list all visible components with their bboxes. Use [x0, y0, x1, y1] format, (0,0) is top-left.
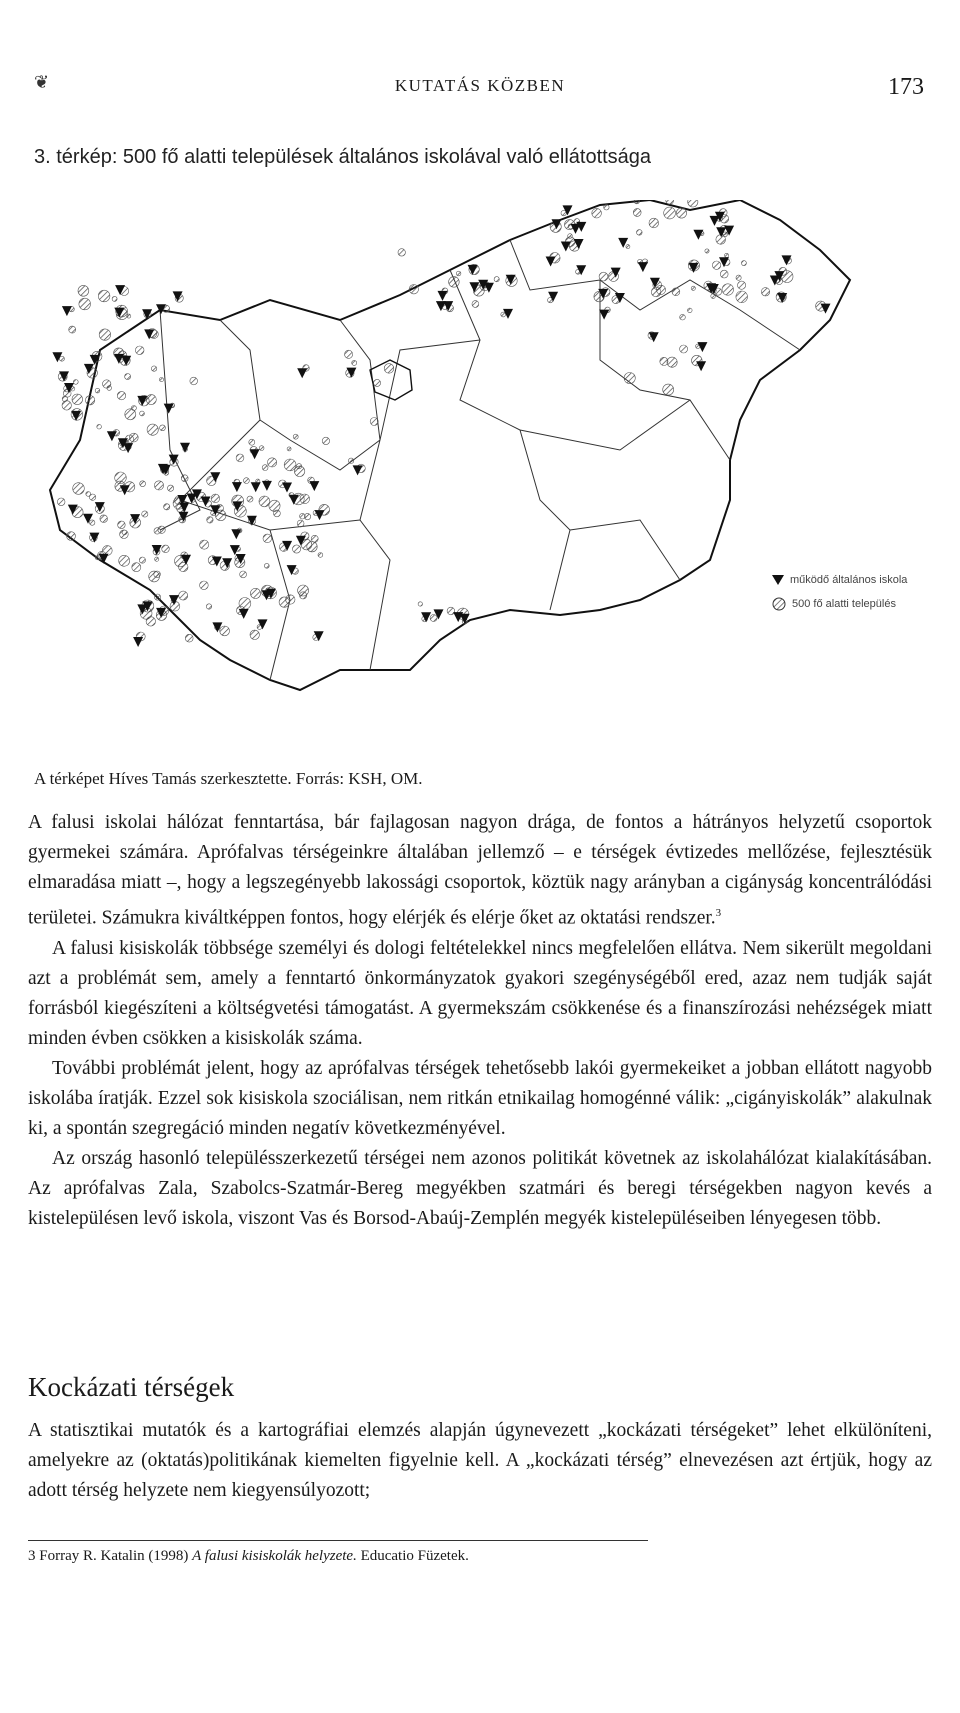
settlement-marker	[664, 207, 676, 219]
settlement-marker	[207, 517, 213, 523]
running-head: KUTATÁS KÖZBEN	[394, 76, 566, 95]
footnote-ref: 3	[715, 907, 722, 919]
school-marker	[438, 291, 448, 301]
settlement-marker	[185, 634, 193, 642]
legend-item-settlement	[772, 592, 907, 616]
settlement-marker	[705, 249, 709, 253]
settlement-marker	[97, 424, 102, 429]
settlement-marker	[125, 374, 131, 380]
settlement-marker	[293, 545, 301, 553]
settlement-marker	[761, 288, 769, 296]
settlement-marker	[370, 418, 378, 426]
school-marker	[164, 404, 174, 414]
settlement-marker	[720, 270, 728, 278]
settlement-marker	[79, 298, 91, 310]
settlement-marker	[240, 571, 247, 578]
footnote-title: A falusi kisiskolák helyzete.	[192, 1548, 357, 1564]
settlement-marker	[599, 272, 608, 281]
settlement-marker	[90, 520, 95, 525]
page-number: 173	[888, 74, 924, 100]
settlement-marker	[592, 208, 602, 218]
settlement-marker	[680, 314, 686, 320]
settlement-marker	[348, 458, 353, 463]
settlement-marker	[318, 553, 323, 558]
settlement-marker	[667, 357, 677, 367]
settlement-marker	[297, 520, 304, 527]
settlement-marker	[688, 308, 693, 313]
settlement-marker	[147, 424, 158, 435]
settlement-marker	[494, 277, 499, 282]
settlement-marker	[449, 277, 460, 288]
map-legend	[772, 568, 907, 616]
settlement-marker	[263, 534, 272, 543]
settlement-marker	[206, 604, 211, 609]
settlement-marker	[86, 492, 91, 497]
settlement-marker	[119, 555, 130, 566]
settlement-marker	[656, 285, 665, 294]
settlement-marker	[179, 591, 188, 600]
settlement-marker	[127, 314, 131, 318]
settlement-marker	[501, 312, 506, 317]
settlement-marker	[142, 511, 148, 517]
settlement-marker	[345, 350, 353, 358]
school-marker	[696, 361, 706, 371]
settlement-marker	[297, 464, 302, 469]
settlement-marker	[722, 284, 733, 295]
settlement-marker	[78, 285, 89, 296]
school-marker	[251, 482, 261, 492]
settlement-marker	[287, 447, 291, 451]
map-figure	[40, 200, 940, 760]
settlement-marker	[262, 465, 268, 471]
settlement-marker	[117, 391, 125, 399]
settlement-marker	[168, 485, 174, 491]
settlement-marker	[741, 261, 746, 266]
settlement-marker	[268, 458, 277, 467]
settlement-marker	[637, 230, 643, 236]
settlement-marker	[73, 380, 78, 385]
settlement-marker	[103, 380, 111, 388]
settlement-marker	[100, 515, 108, 523]
settlement-marker	[663, 384, 674, 395]
settlement-marker	[374, 379, 381, 386]
map-credit: A térképet Híves Tamás szerkesztette. Forrás: KSH, OM.	[34, 769, 423, 788]
settlement-marker	[398, 249, 405, 256]
footnote	[28, 1548, 469, 1565]
settlement-marker	[384, 364, 394, 374]
settlement-marker	[249, 439, 255, 445]
settlement-marker	[57, 498, 65, 506]
school-marker	[180, 443, 190, 453]
legend-label-school: működő általános iskola	[790, 574, 908, 586]
settlement-marker	[472, 301, 479, 308]
settlement-marker	[430, 615, 437, 622]
settlement-marker	[691, 286, 695, 290]
footnote-author: Forray R. Katalin (1998)	[39, 1548, 189, 1564]
settlement-marker	[62, 396, 67, 401]
legend-item-school	[772, 568, 907, 592]
settlement-marker	[250, 588, 260, 598]
settlement-marker	[151, 366, 156, 371]
legend-label-settlement: 500 fő alatti település	[792, 598, 896, 610]
settlement-marker	[164, 504, 170, 510]
settlement-marker	[624, 373, 635, 384]
settlement-marker	[67, 532, 76, 541]
settlement-marker	[139, 557, 145, 563]
hungary-map	[40, 200, 940, 760]
settlement-marker	[140, 411, 145, 416]
paragraph: A falusi kisiskolák többsége személyi és dologi feltételekkel nincs megfelelően ellátva. Nem sikerült megoldani azt a problémát sem, amely a fenntartó önkormányzatok gyakori szegénységéből ered, azaz nem tudják saját forrásból kiegészíteni a költségvetési támogatást. A gyermekszám csökkenése és a finanszírozási nehézségek miatt minden évben csökken a kisiskolák száma.	[28, 937, 932, 1049]
school-marker	[232, 482, 242, 492]
school-marker	[231, 529, 241, 539]
map-caption: 3. térkép: 500 fő alatti települések általános iskolával való ellátottsága	[34, 146, 652, 168]
settlement-marker	[279, 597, 289, 607]
settlement-marker	[626, 245, 630, 249]
settlement-marker	[155, 594, 161, 600]
paragraph	[28, 808, 932, 934]
footnote-publisher: Educatio Füzetek.	[360, 1548, 469, 1564]
settlement-marker	[738, 281, 746, 289]
settlement-marker	[250, 630, 259, 639]
settlement-marker	[736, 275, 741, 280]
school-marker	[297, 368, 307, 378]
section-text	[28, 1416, 932, 1506]
settlement-marker	[59, 356, 64, 361]
paragraph: A statisztikai mutatók és a kartográfiai elemzés alapján úgynevezett „kockázati térségeket” lehet elkülöníteni, amelyekre az (oktatás)politikának kiemelten figyelnie kell. A „kockázati térség” elnevezésen azt értjük, hogy az adott térség helyzete nem kiegyensúlyozott;	[28, 1420, 932, 1501]
settlement-marker	[409, 285, 418, 294]
settlement-marker	[264, 563, 269, 568]
footnote-number: 3	[28, 1548, 36, 1564]
footnote-divider	[28, 1540, 648, 1541]
settlement-marker	[146, 617, 155, 626]
settlement-marker	[159, 378, 163, 382]
settlement-marker	[140, 481, 146, 487]
settlement-marker	[633, 209, 641, 217]
settlement-marker	[112, 296, 117, 301]
ornament-icon: ❦	[34, 72, 50, 92]
settlement-marker	[649, 218, 659, 228]
settlement-marker	[322, 437, 329, 444]
settlement-marker	[259, 446, 264, 451]
settlement-marker	[736, 291, 748, 303]
settlement-marker	[269, 500, 280, 511]
school-marker	[187, 494, 197, 504]
section-heading: Kockázati térségek	[28, 1372, 235, 1402]
paragraph: Az ország hasonló településszerkezetű térségei nem azonos politikát követnek az iskolahálózat kialakításában. Az aprófalvas Zala, Szabolcs-Szatmár-Bereg megyékben szatmári és beregi térségekben nagyon kevés a kistelepülésen levő iskola, viszont Vas és Borsod-Abaúj-Zemplén megyék kistelepüléseiben lényegesen több.	[28, 1147, 932, 1229]
settlement-marker	[259, 496, 270, 507]
settlement-marker	[307, 542, 317, 552]
paragraph: További problémát jelent, hogy az aprófalvas térségek tehetősebb lakói gyermekeiket a jobban ellátott nagyobb iskolába íratják. Ezzel sok kisiskola szociálisan, nem ritkán etnikailag homogénné válik: „cigányiskolák” alakulnak ki, a spontán szegregáció minden negatív következményével.	[28, 1057, 932, 1139]
settlement-marker	[122, 530, 127, 535]
settlement-marker	[676, 208, 686, 218]
paragraph-text: A falusi iskolai hálózat fenntartása, bár fajlagosan nagyon drága, de fontos a hátrányos helyzetű csoportok gyermekei számára. Aprófalvas térségeinkre általában jellemző – e térségek évtizedes mellőzése, fejlesztésük elmaradása miatt –, hogy a legszegényebb lakossági csoportok, köztük nagy arányban a cigányság koncentrálódási területei. Számukra kiváltképpen fontos, hogy elérjék és elérje őket az oktatási rendszer.	[28, 812, 932, 929]
settlement-marker	[244, 478, 250, 484]
settlement-marker	[125, 409, 136, 420]
settlement-marker	[247, 496, 253, 502]
school-marker	[133, 637, 143, 647]
body-text	[28, 808, 932, 1234]
settlement-marker	[418, 602, 422, 606]
settlement-marker	[284, 459, 296, 471]
school-marker	[250, 449, 260, 459]
settlement-marker	[69, 326, 76, 333]
settlement-marker	[725, 253, 729, 257]
settlement-marker	[98, 290, 110, 302]
settlement-marker	[688, 200, 698, 207]
settlement-marker	[155, 557, 159, 561]
settlement-marker	[200, 581, 209, 590]
settlement-marker	[73, 483, 85, 495]
settlement-marker	[352, 360, 357, 365]
settlement-marker	[672, 288, 680, 296]
settlement-marker	[154, 528, 160, 534]
school-marker	[262, 481, 272, 491]
settlement-marker	[447, 607, 455, 615]
settlement-marker	[118, 521, 126, 529]
settlement-marker	[220, 626, 230, 636]
settlement-marker	[181, 475, 188, 482]
settlement-marker	[85, 396, 94, 405]
settlement-marker	[200, 540, 209, 549]
hatched-circle-icon	[772, 597, 786, 611]
settlement-marker	[456, 271, 461, 276]
settlement-marker	[162, 545, 170, 553]
settlement-marker	[62, 401, 71, 410]
school-marker	[638, 262, 648, 272]
school-marker	[599, 310, 609, 320]
settlement-marker	[95, 388, 100, 393]
settlement-marker	[711, 294, 716, 299]
settlement-marker	[300, 592, 307, 599]
triangle-down-icon	[772, 574, 784, 586]
school-marker	[309, 481, 319, 491]
settlement-marker	[211, 494, 220, 503]
settlement-marker	[293, 434, 298, 439]
settlement-marker	[132, 563, 141, 572]
settlement-marker	[154, 481, 163, 490]
settlement-marker	[634, 200, 639, 204]
settlement-marker	[300, 513, 306, 519]
settlement-marker	[160, 425, 166, 431]
settlement-marker	[72, 394, 83, 405]
settlement-marker	[99, 329, 110, 340]
settlement-marker	[149, 571, 160, 582]
settlement-marker	[190, 377, 198, 385]
settlement-marker	[712, 261, 720, 269]
settlement-marker	[179, 562, 188, 571]
settlement-marker	[680, 345, 688, 353]
settlement-marker	[604, 205, 609, 210]
settlement-marker	[135, 346, 144, 355]
settlement-marker	[236, 454, 244, 462]
